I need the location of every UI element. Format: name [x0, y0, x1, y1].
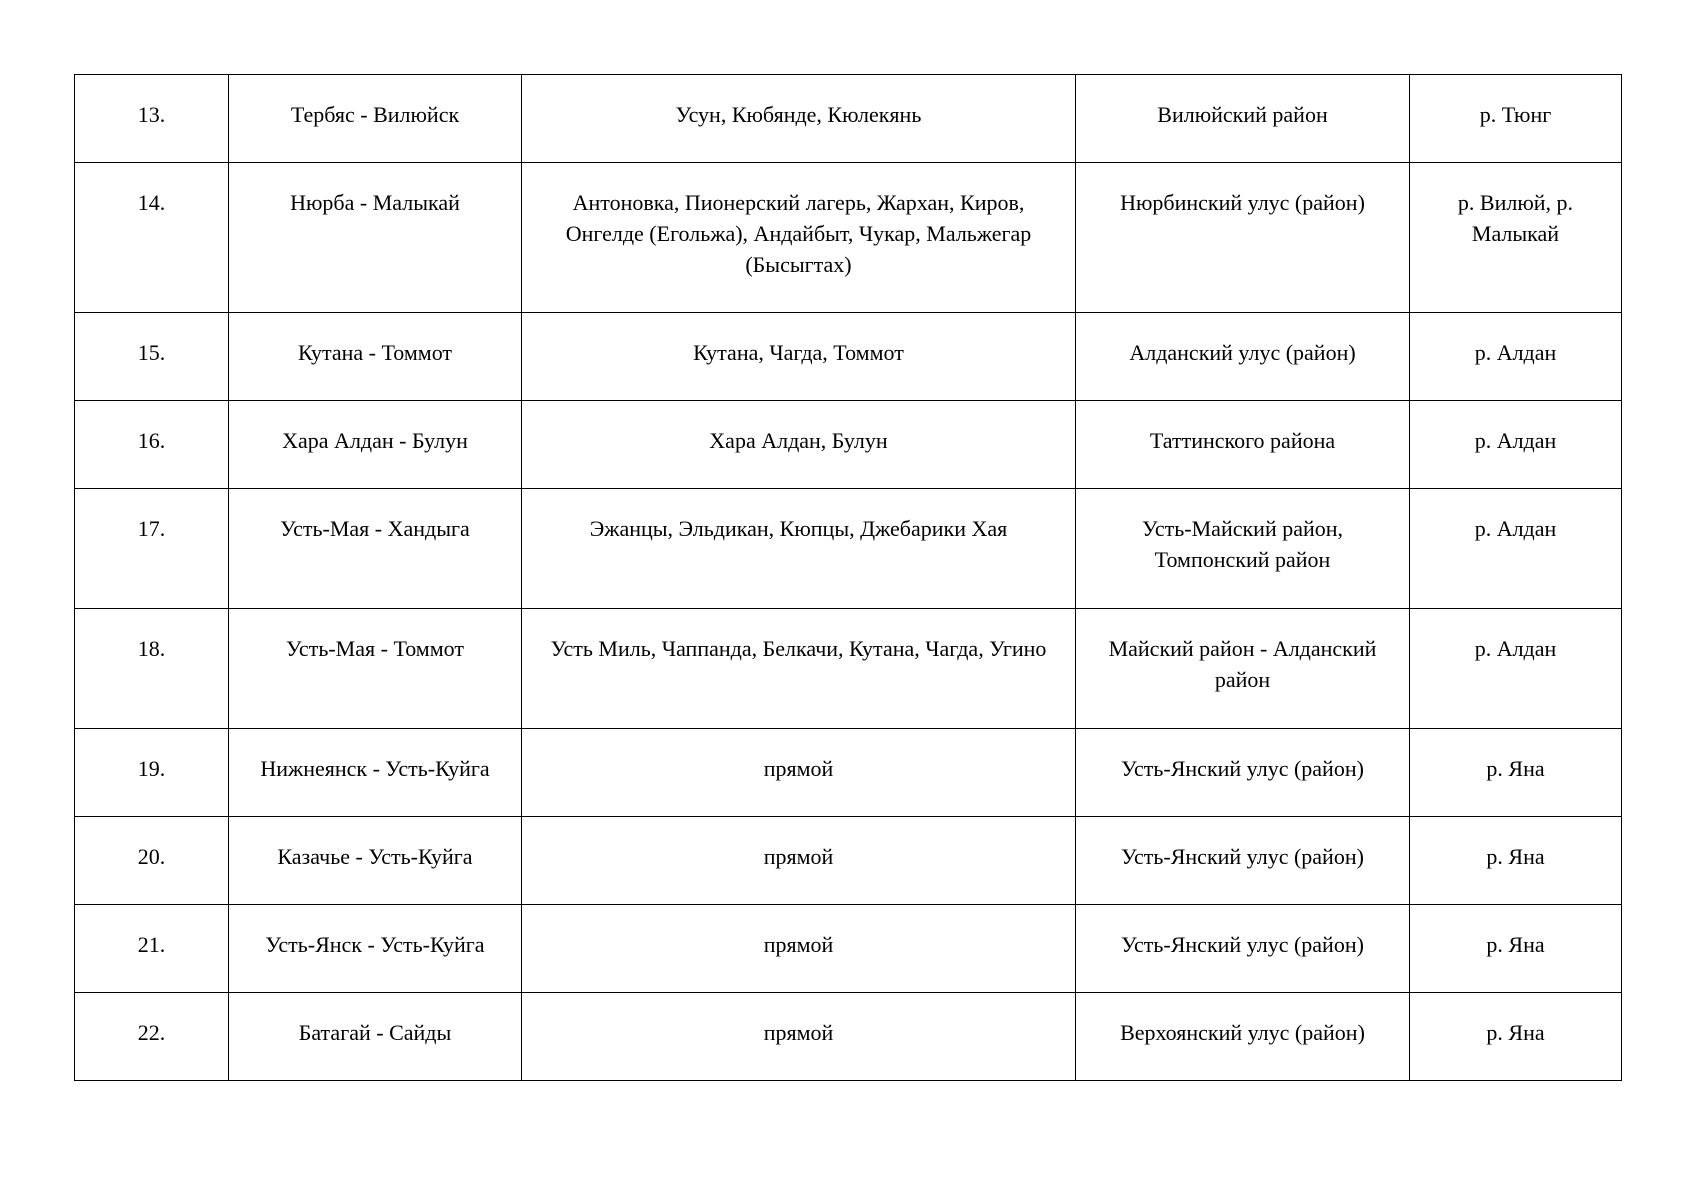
table-row [75, 729, 1622, 817]
river-cell: р. Алдан [1410, 609, 1622, 729]
route-cell: Хара Алдан - Булун [229, 401, 522, 489]
routes-table [74, 74, 1622, 1081]
route-cell: Казачье - Усть-Куйга [229, 817, 522, 905]
district-cell: Майский район - Алданский район [1076, 609, 1410, 729]
table-row [75, 817, 1622, 905]
table-row [75, 993, 1622, 1081]
points-cell: Эжанцы, Эльдикан, Кюпцы, Джебарики Хая [522, 489, 1076, 609]
row-number-cell: 13. [75, 75, 229, 163]
row-number-cell: 16. [75, 401, 229, 489]
river-cell: р. Яна [1410, 817, 1622, 905]
points-cell: прямой [522, 729, 1076, 817]
river-cell: р. Вилюй, р. Малыкай [1410, 163, 1622, 313]
route-cell: Нижнеянск - Усть-Куйга [229, 729, 522, 817]
row-number-cell: 15. [75, 313, 229, 401]
points-cell: Антоновка, Пионерский лагерь, Жархан, Киров, Онгелде (Егольжа), Андайбыт, Чукар, Мальжегар (Бысыгтах) [522, 163, 1076, 313]
river-cell: р. Яна [1410, 729, 1622, 817]
row-number-cell: 22. [75, 993, 229, 1081]
route-cell: Тербяс - Вилюйск [229, 75, 522, 163]
district-cell: Усть-Майский район, Томпонский район [1076, 489, 1410, 609]
district-cell: Усть-Янский улус (район) [1076, 729, 1410, 817]
route-cell: Усть-Мая - Хандыга [229, 489, 522, 609]
row-number-cell: 19. [75, 729, 229, 817]
district-cell: Нюрбинский улус (район) [1076, 163, 1410, 313]
district-cell: Таттинского района [1076, 401, 1410, 489]
river-cell: р. Алдан [1410, 313, 1622, 401]
table-row [75, 75, 1622, 163]
river-cell: р. Яна [1410, 905, 1622, 993]
table-row [75, 163, 1622, 313]
row-number-cell: 17. [75, 489, 229, 609]
district-cell: Вилюйский район [1076, 75, 1410, 163]
table-row [75, 489, 1622, 609]
points-cell: прямой [522, 905, 1076, 993]
points-cell: прямой [522, 993, 1076, 1081]
table-row [75, 401, 1622, 489]
points-cell: прямой [522, 817, 1076, 905]
river-cell: р. Алдан [1410, 489, 1622, 609]
points-cell: Усть Миль, Чаппанда, Белкачи, Кутана, Чагда, Угино [522, 609, 1076, 729]
route-cell: Кутана - Томмот [229, 313, 522, 401]
district-cell: Усть-Янский улус (район) [1076, 905, 1410, 993]
district-cell: Усть-Янский улус (район) [1076, 817, 1410, 905]
row-number-cell: 21. [75, 905, 229, 993]
table-row [75, 313, 1622, 401]
district-cell: Алданский улус (район) [1076, 313, 1410, 401]
route-cell: Усть-Мая - Томмот [229, 609, 522, 729]
table-row [75, 905, 1622, 993]
table-row [75, 609, 1622, 729]
route-cell: Нюрба - Малыкай [229, 163, 522, 313]
points-cell: Усун, Кюбянде, Кюлекянь [522, 75, 1076, 163]
row-number-cell: 18. [75, 609, 229, 729]
points-cell: Хара Алдан, Булун [522, 401, 1076, 489]
river-cell: р. Яна [1410, 993, 1622, 1081]
river-cell: р. Тюнг [1410, 75, 1622, 163]
points-cell: Кутана, Чагда, Томмот [522, 313, 1076, 401]
row-number-cell: 14. [75, 163, 229, 313]
route-cell: Усть-Янск - Усть-Куйга [229, 905, 522, 993]
row-number-cell: 20. [75, 817, 229, 905]
route-cell: Батагай - Сайды [229, 993, 522, 1081]
river-cell: р. Алдан [1410, 401, 1622, 489]
district-cell: Верхоянский улус (район) [1076, 993, 1410, 1081]
